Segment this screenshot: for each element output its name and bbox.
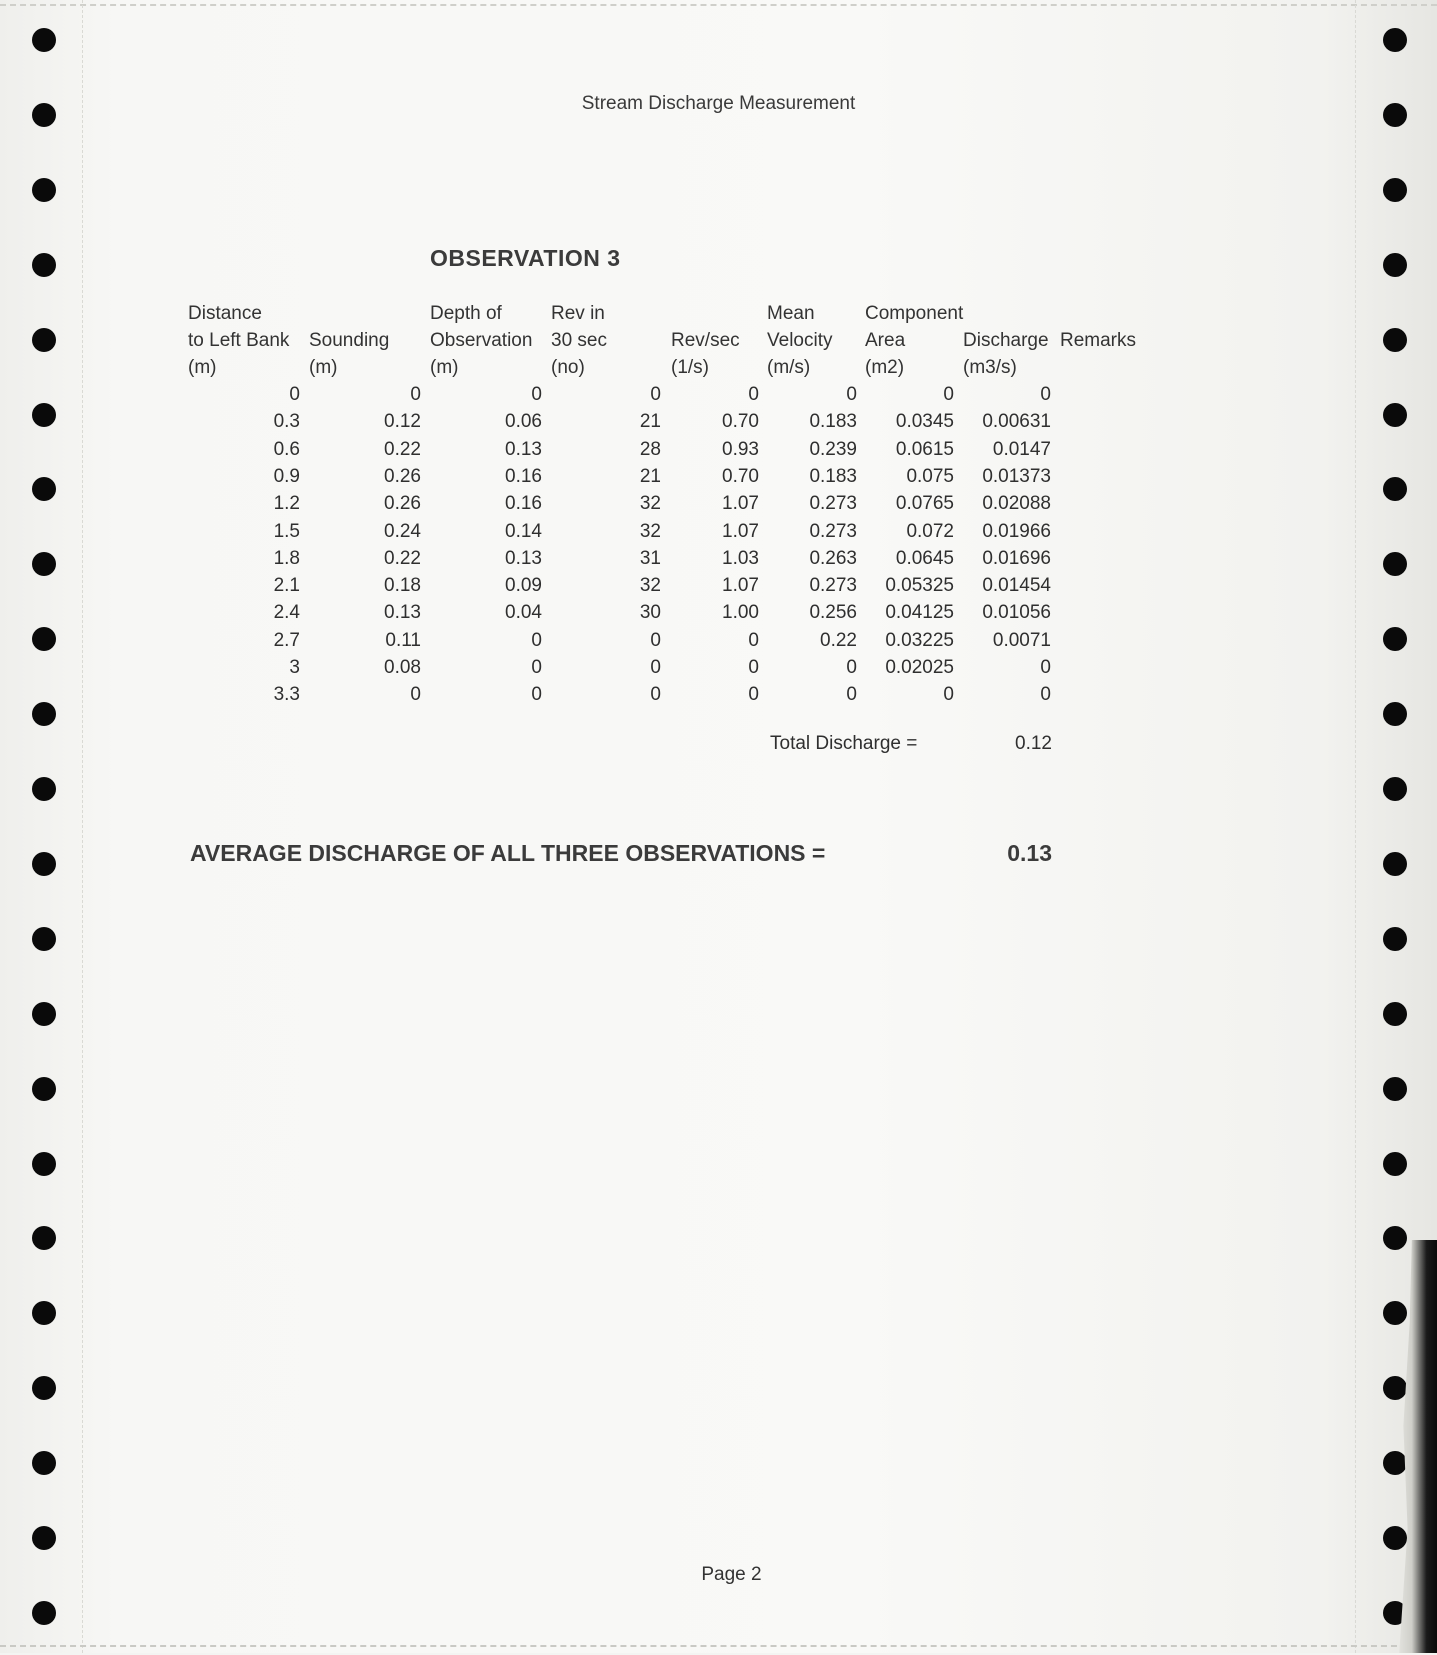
cell-component-area: 0.072 bbox=[906, 521, 954, 542]
cell-depth: 0 bbox=[531, 684, 542, 705]
cell-sounding: 0.22 bbox=[384, 548, 421, 569]
cell-sounding: 0.18 bbox=[384, 575, 421, 596]
cell-rev-in-30-sec: 0 bbox=[650, 630, 661, 651]
cell-rev-per-sec: 1.07 bbox=[722, 493, 759, 514]
cell-distance: 1.5 bbox=[273, 521, 300, 542]
cell-distance: 1.2 bbox=[273, 493, 300, 514]
cell-rev-in-30-sec: 32 bbox=[639, 493, 661, 514]
cell-distance: 3.3 bbox=[273, 684, 300, 705]
cell-distance: 0.3 bbox=[273, 411, 300, 432]
cell-distance: 2.7 bbox=[273, 630, 300, 651]
bottom-perforation bbox=[0, 1645, 1437, 1655]
cell-discharge: 0.01966 bbox=[982, 521, 1051, 542]
cell-discharge: 0 bbox=[1040, 384, 1051, 405]
cell-component-area: 0.05325 bbox=[885, 575, 954, 596]
cell-rev-per-sec: 0.93 bbox=[722, 439, 759, 460]
cell-component-area: 0.04125 bbox=[885, 602, 954, 623]
cell-discharge: 0.01454 bbox=[982, 575, 1051, 596]
left-feed-hole bbox=[32, 403, 56, 427]
cell-rev-in-30-sec: 0 bbox=[650, 384, 661, 405]
cell-depth: 0.14 bbox=[505, 521, 542, 542]
cell-distance: 0.6 bbox=[273, 439, 300, 460]
left-feed-hole bbox=[32, 328, 56, 352]
col-header-rev-per-sec: Rev/sec (1/s) bbox=[671, 330, 740, 378]
cell-discharge: 0 bbox=[1040, 684, 1051, 705]
cell-mean-velocity: 0 bbox=[846, 657, 857, 678]
col-header-remarks: Remarks bbox=[1060, 330, 1137, 351]
left-feed-hole bbox=[32, 1301, 56, 1325]
right-feed-hole bbox=[1383, 178, 1407, 202]
cell-mean-velocity: 0 bbox=[846, 384, 857, 405]
left-feed-hole bbox=[32, 1152, 56, 1176]
cell-depth: 0 bbox=[531, 630, 542, 651]
cell-discharge: 0.01056 bbox=[982, 602, 1051, 623]
cell-rev-in-30-sec: 32 bbox=[639, 575, 661, 596]
cell-rev-per-sec: 1.03 bbox=[722, 548, 759, 569]
right-feed-hole bbox=[1383, 927, 1407, 951]
cell-depth: 0.16 bbox=[505, 493, 542, 514]
cell-rev-in-30-sec: 21 bbox=[639, 466, 661, 487]
cell-discharge: 0.0147 bbox=[992, 439, 1051, 460]
left-feed-hole bbox=[32, 1451, 56, 1475]
col-header-discharge: Discharge (m3/s) bbox=[963, 330, 1049, 378]
cell-sounding: 0.26 bbox=[384, 466, 421, 487]
cell-mean-velocity: 0.256 bbox=[809, 602, 857, 623]
left-feed-hole bbox=[32, 627, 56, 651]
cell-component-area: 0.02025 bbox=[885, 657, 954, 678]
average-discharge-label: AVERAGE DISCHARGE OF ALL THREE OBSERVATIONS = bbox=[190, 840, 826, 866]
cell-rev-per-sec: 0 bbox=[748, 657, 759, 678]
cell-rev-per-sec: 0.70 bbox=[722, 466, 759, 487]
cell-discharge: 0.01373 bbox=[982, 466, 1051, 487]
cell-rev-in-30-sec: 21 bbox=[639, 411, 661, 432]
cell-sounding: 0.13 bbox=[384, 602, 421, 623]
cell-mean-velocity: 0.263 bbox=[809, 548, 857, 569]
cell-mean-velocity: 0.183 bbox=[809, 411, 857, 432]
left-feed-hole bbox=[32, 1376, 56, 1400]
right-feed-hole bbox=[1383, 1002, 1407, 1026]
col-header-sounding: Sounding (m) bbox=[309, 330, 390, 378]
cell-sounding: 0.08 bbox=[384, 657, 421, 678]
cell-component-area: 0.03225 bbox=[885, 630, 954, 651]
right-feed-hole bbox=[1383, 777, 1407, 801]
total-discharge-label: Total Discharge = bbox=[770, 733, 918, 754]
cell-sounding: 0 bbox=[410, 684, 421, 705]
left-feed-hole bbox=[32, 852, 56, 876]
left-feed-hole bbox=[32, 28, 56, 52]
cell-mean-velocity: 0.22 bbox=[820, 630, 857, 651]
total-discharge-value: 0.12 bbox=[1015, 733, 1052, 754]
left-feed-hole bbox=[32, 1002, 56, 1026]
cell-depth: 0.06 bbox=[505, 411, 542, 432]
cell-depth: 0.09 bbox=[505, 575, 542, 596]
right-feed-hole bbox=[1383, 403, 1407, 427]
right-feed-hole bbox=[1383, 253, 1407, 277]
cell-component-area: 0.0765 bbox=[895, 493, 954, 514]
left-feed-hole bbox=[32, 552, 56, 576]
cell-distance: 3 bbox=[289, 657, 300, 678]
cell-distance: 2.4 bbox=[273, 602, 300, 623]
right-feed-hole bbox=[1383, 552, 1407, 576]
page-number: Page 2 bbox=[701, 1564, 762, 1585]
cell-rev-per-sec: 1.07 bbox=[722, 521, 759, 542]
cell-sounding: 0.22 bbox=[384, 439, 421, 460]
cell-discharge: 0.0071 bbox=[992, 630, 1051, 651]
right-feed-hole bbox=[1383, 28, 1407, 52]
cell-mean-velocity: 0.239 bbox=[809, 439, 857, 460]
left-feed-hole bbox=[32, 702, 56, 726]
right-feed-hole bbox=[1383, 477, 1407, 501]
page-title: Stream Discharge Measurement bbox=[581, 93, 856, 114]
left-feed-hole bbox=[32, 777, 56, 801]
cell-depth: 0.13 bbox=[505, 439, 542, 460]
right-feed-hole bbox=[1383, 852, 1407, 876]
left-feed-hole bbox=[32, 178, 56, 202]
right-feed-hole bbox=[1383, 1301, 1407, 1325]
cell-component-area: 0.0345 bbox=[895, 411, 954, 432]
col-header-rev-in-30-sec: Rev in 30 sec (no) bbox=[551, 303, 607, 378]
cell-sounding: 0.11 bbox=[385, 630, 421, 651]
cell-rev-in-30-sec: 0 bbox=[650, 657, 661, 678]
cell-rev-in-30-sec: 0 bbox=[650, 684, 661, 705]
cell-sounding: 0.24 bbox=[384, 521, 421, 542]
right-feed-hole bbox=[1383, 1451, 1407, 1475]
right-perforation-line bbox=[1355, 0, 1356, 1653]
left-feed-hole bbox=[32, 1526, 56, 1550]
cell-rev-per-sec: 1.00 bbox=[722, 602, 759, 623]
cell-component-area: 0.0615 bbox=[895, 439, 954, 460]
col-header-distance: Distance to Left Bank (m) bbox=[188, 303, 290, 378]
left-feed-hole bbox=[32, 477, 56, 501]
cell-mean-velocity: 0.273 bbox=[809, 575, 857, 596]
right-feed-hole bbox=[1383, 702, 1407, 726]
cell-distance: 0.9 bbox=[273, 466, 300, 487]
left-perforation-line bbox=[82, 0, 83, 1653]
cell-discharge: 0 bbox=[1040, 657, 1051, 678]
observation-title: OBSERVATION 3 bbox=[430, 245, 621, 271]
cell-component-area: 0 bbox=[943, 384, 954, 405]
cell-sounding: 0 bbox=[410, 384, 421, 405]
cell-rev-in-30-sec: 32 bbox=[639, 521, 661, 542]
cell-depth: 0.13 bbox=[505, 548, 542, 569]
right-feed-hole bbox=[1383, 1226, 1407, 1250]
cell-discharge: 0.01696 bbox=[982, 548, 1051, 569]
cell-rev-in-30-sec: 30 bbox=[639, 602, 661, 623]
cell-mean-velocity: 0.183 bbox=[809, 466, 857, 487]
left-feed-hole bbox=[32, 1077, 56, 1101]
cell-rev-per-sec: 0 bbox=[748, 630, 759, 651]
left-feed-hole bbox=[32, 253, 56, 277]
cell-depth: 0 bbox=[531, 384, 542, 405]
right-feed-hole bbox=[1383, 328, 1407, 352]
cell-rev-per-sec: 1.07 bbox=[722, 575, 759, 596]
cell-mean-velocity: 0.273 bbox=[809, 493, 857, 514]
cell-rev-in-30-sec: 28 bbox=[639, 439, 661, 460]
col-header-mean-velocity: Mean Velocity (m/s) bbox=[767, 303, 833, 378]
right-feed-hole bbox=[1383, 1152, 1407, 1176]
cell-rev-per-sec: 0 bbox=[748, 684, 759, 705]
cell-sounding: 0.12 bbox=[384, 411, 421, 432]
cell-depth: 0.04 bbox=[505, 602, 542, 623]
cell-rev-in-30-sec: 31 bbox=[639, 548, 661, 569]
col-header-depth: Depth of Observation (m) bbox=[430, 303, 533, 378]
cell-discharge: 0.02088 bbox=[982, 493, 1051, 514]
cell-mean-velocity: 0 bbox=[846, 684, 857, 705]
cell-depth: 0.16 bbox=[505, 466, 542, 487]
right-feed-hole bbox=[1383, 1526, 1407, 1550]
right-feed-hole bbox=[1383, 1376, 1407, 1400]
cell-discharge: 0.00631 bbox=[982, 411, 1051, 432]
top-perforation bbox=[0, 0, 1437, 6]
cell-rev-per-sec: 0.70 bbox=[722, 411, 759, 432]
left-feed-hole bbox=[32, 927, 56, 951]
left-feed-hole bbox=[32, 1601, 56, 1625]
cell-mean-velocity: 0.273 bbox=[809, 521, 857, 542]
cell-distance: 0 bbox=[289, 384, 300, 405]
cell-depth: 0 bbox=[531, 657, 542, 678]
cell-distance: 1.8 bbox=[273, 548, 300, 569]
right-feed-hole bbox=[1383, 627, 1407, 651]
cell-distance: 2.1 bbox=[273, 575, 300, 596]
cell-component-area: 0 bbox=[943, 684, 954, 705]
cell-component-area: 0.0645 bbox=[895, 548, 954, 569]
right-feed-hole bbox=[1383, 1077, 1407, 1101]
average-discharge-value: 0.13 bbox=[1007, 840, 1052, 866]
cell-sounding: 0.26 bbox=[384, 493, 421, 514]
cell-component-area: 0.075 bbox=[906, 466, 954, 487]
left-feed-hole bbox=[32, 1226, 56, 1250]
col-header-component-area: Component Area (m2) bbox=[865, 303, 964, 378]
cell-rev-per-sec: 0 bbox=[748, 384, 759, 405]
